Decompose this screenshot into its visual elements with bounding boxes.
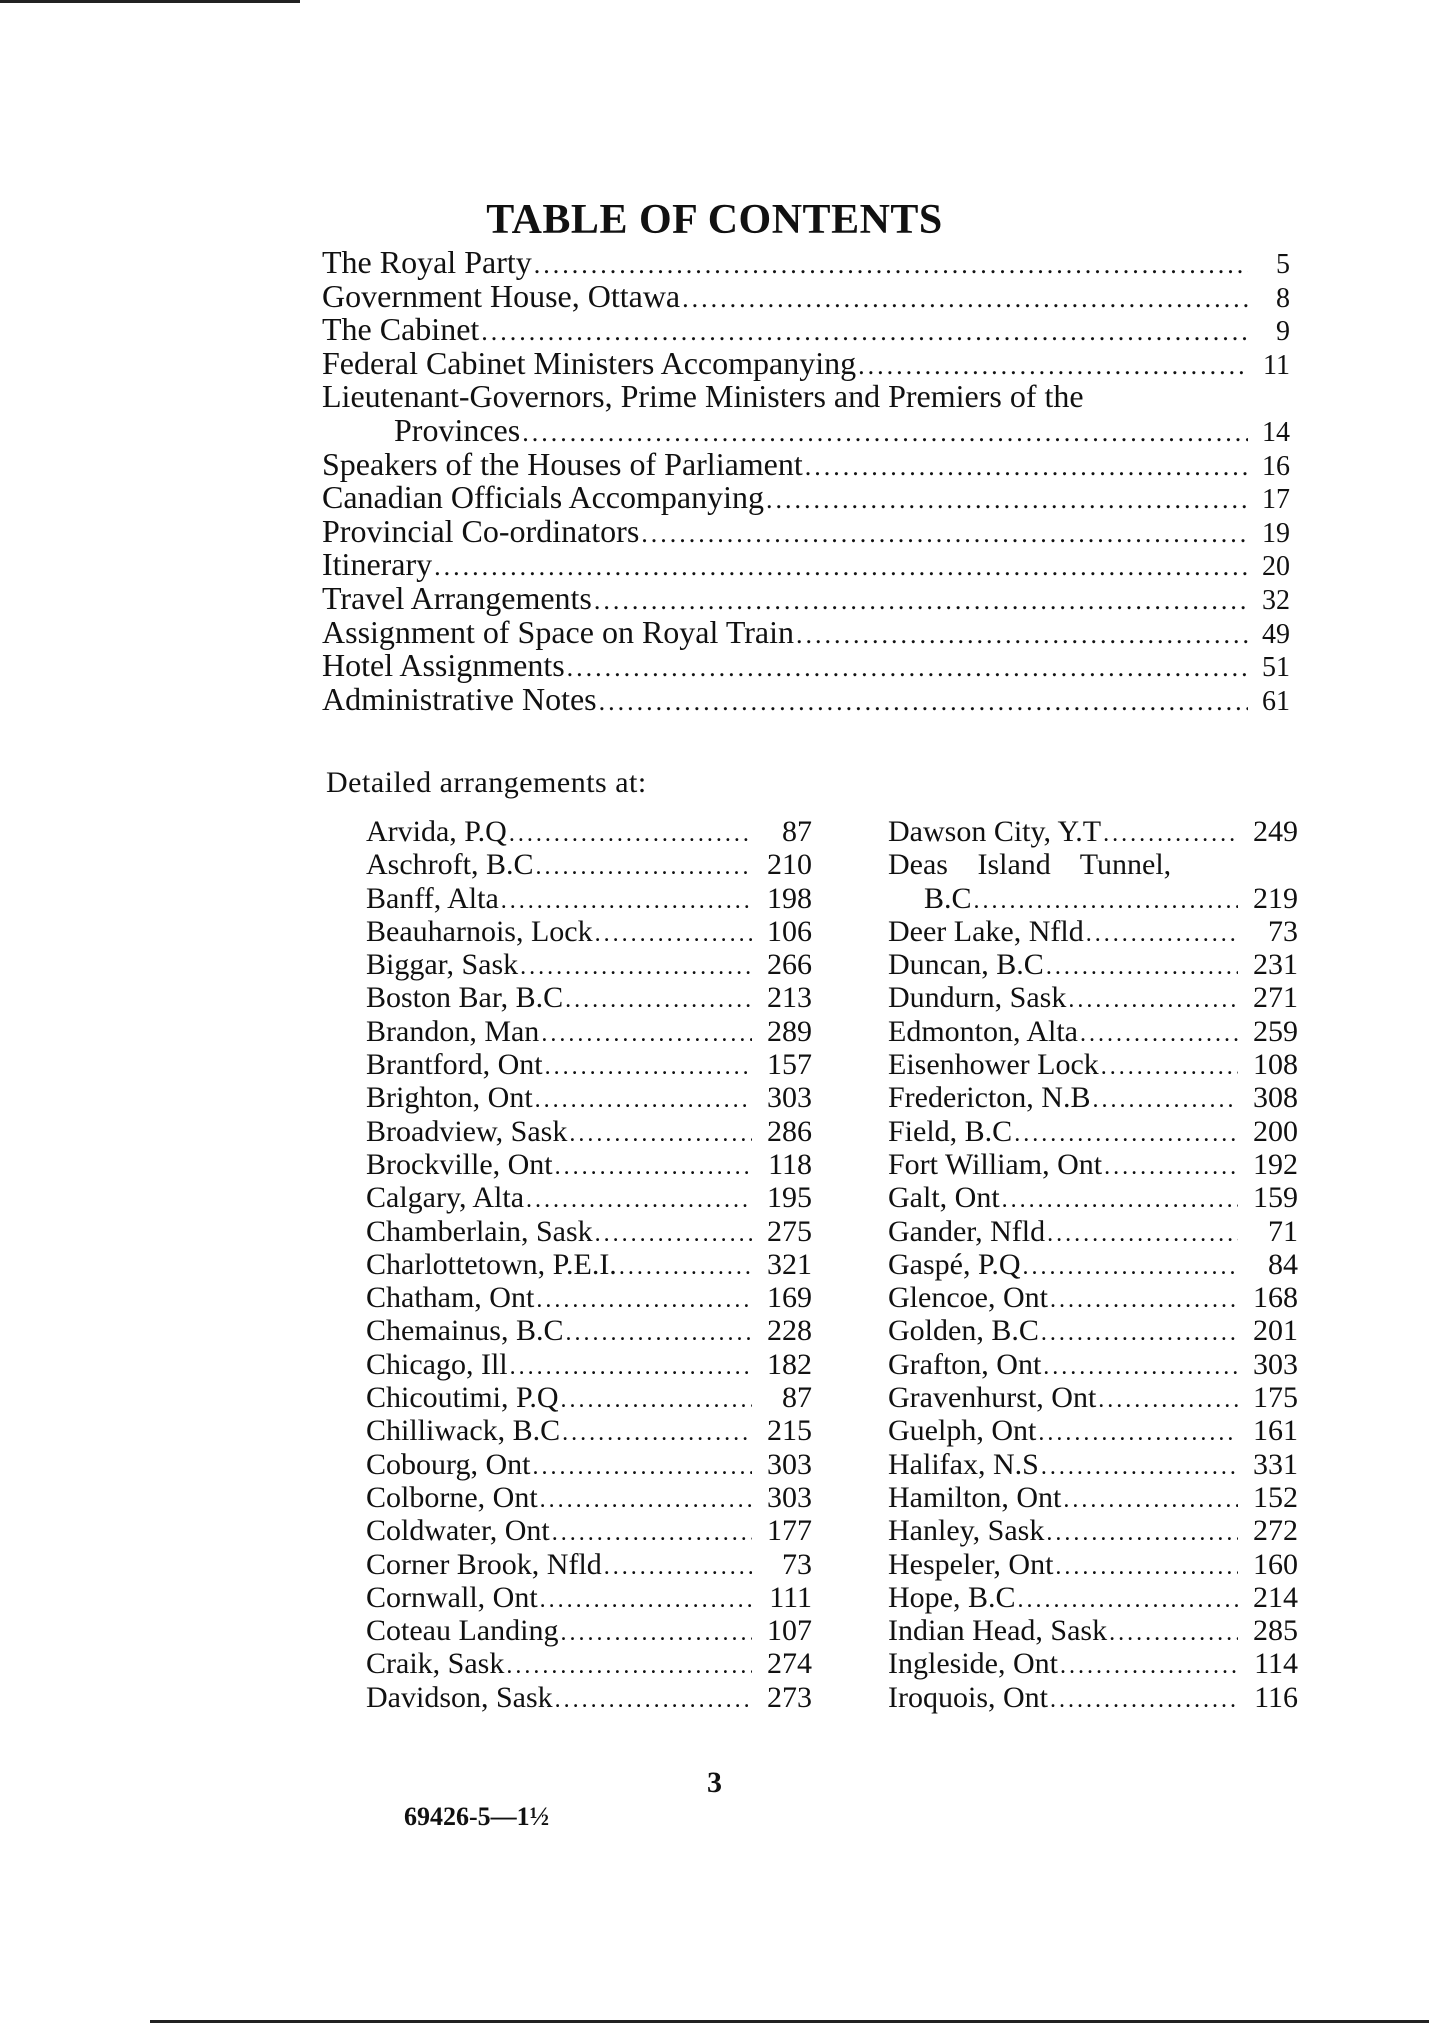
toc-entry <box>322 344 1290 381</box>
place-entry <box>888 1081 1298 1114</box>
entry-label: Deas Island Tunnel, <box>888 848 1172 882</box>
entry-label: Golden, B.C <box>888 1314 1039 1348</box>
toc-entry <box>322 277 1290 314</box>
toc-entry <box>322 579 1290 616</box>
dot-leader <box>545 1051 752 1084</box>
entry-page: 114 <box>1254 1647 1298 1681</box>
place-entry <box>888 1048 1298 1081</box>
dot-leader <box>1103 818 1238 851</box>
entry-page: 11 <box>1263 349 1290 381</box>
dot-leader <box>595 1218 752 1251</box>
entry-page: 198 <box>767 881 812 915</box>
entry-label: Lieutenant-Governors, Prime Ministers and Premiers of the <box>322 378 1084 415</box>
entry-label: Chemainus, B.C <box>366 1314 564 1348</box>
toc-entry <box>322 548 1290 582</box>
dot-leader <box>509 818 752 851</box>
entry-page: 259 <box>1253 1014 1298 1048</box>
dot-leader <box>1046 951 1238 984</box>
place-entry <box>366 1181 812 1214</box>
entry-page: 214 <box>1253 1580 1298 1614</box>
dot-leader <box>641 517 1248 551</box>
dot-leader <box>552 1517 752 1550</box>
entry-page: 274 <box>767 1647 812 1681</box>
place-entry <box>366 981 812 1014</box>
entry-label: Indian Head, Sask <box>888 1614 1108 1648</box>
entry-label: Boston Bar, B.C <box>366 981 564 1015</box>
entry-label: Gravenhurst, Ont <box>888 1381 1097 1415</box>
entry-label: Chicago, Ill <box>366 1347 508 1381</box>
dot-leader <box>1098 1384 1238 1417</box>
dot-leader <box>766 483 1248 517</box>
toc-entry <box>322 481 1290 515</box>
dot-leader <box>1002 1184 1238 1217</box>
place-entry <box>888 1314 1298 1347</box>
dot-leader <box>1080 1018 1238 1051</box>
entry-page: 275 <box>767 1214 812 1248</box>
dot-leader <box>536 851 753 884</box>
entry-label: Dundurn, Sask <box>888 981 1067 1015</box>
place-entry <box>888 1281 1298 1314</box>
entry-label: Edmonton, Alta <box>888 1014 1078 1048</box>
dot-leader <box>1104 1151 1238 1184</box>
entry-page: 303 <box>1253 1347 1298 1381</box>
entry-label: Galt, Ont <box>888 1181 1000 1215</box>
place-entry <box>366 1481 812 1514</box>
dot-leader <box>520 951 752 984</box>
dot-leader <box>1086 918 1238 951</box>
entry-page: 231 <box>1253 948 1298 982</box>
entry-continuation <box>322 411 1290 448</box>
dot-leader <box>1047 1218 1238 1251</box>
entry-label: Corner Brook, Nfld <box>366 1547 602 1581</box>
entry-page: 108 <box>1253 1048 1298 1082</box>
entry-label: Government House, Ottawa <box>322 277 681 314</box>
toc-entry <box>322 512 1290 549</box>
place-entry <box>888 1148 1298 1181</box>
dot-leader <box>541 1018 752 1051</box>
toc-entry <box>322 445 1290 482</box>
entry-label: Banff, Alta <box>366 881 499 915</box>
entry-label: Cobourg, Ont <box>366 1447 531 1481</box>
entry-label: Halifax, N.S <box>888 1447 1039 1481</box>
place-entry <box>888 1348 1298 1381</box>
dot-leader <box>1046 1517 1238 1550</box>
dot-leader <box>560 1617 752 1650</box>
entry-label: Davidson, Sask <box>366 1680 553 1714</box>
entry-page: 249 <box>1253 815 1298 848</box>
dot-leader <box>1018 1584 1239 1617</box>
place-entry <box>366 915 812 948</box>
dot-leader <box>535 1084 752 1117</box>
entry-label: Hope, B.C <box>888 1580 1016 1614</box>
dot-leader <box>1060 1650 1238 1683</box>
entry-label: Eisenhower Lock <box>888 1048 1099 1082</box>
entry-label: Aschroft, B.C <box>366 848 534 882</box>
dot-leader <box>1038 1417 1238 1450</box>
places-column-left <box>366 815 812 1714</box>
place-entry <box>888 1181 1298 1214</box>
entry-page: 219 <box>1253 881 1298 915</box>
dot-leader <box>534 248 1248 282</box>
entry-label: Craik, Sask <box>366 1647 505 1681</box>
dot-leader <box>510 1351 752 1384</box>
place-entry <box>888 948 1298 981</box>
entry-label: Calgary, Alta <box>366 1181 525 1215</box>
entry-label: Chamberlain, Sask <box>366 1214 593 1248</box>
place-entry <box>888 848 1298 915</box>
place-entry <box>888 1448 1298 1481</box>
dot-leader <box>522 416 1248 450</box>
entry-label: The Royal Party <box>322 244 532 280</box>
entry-page: 303 <box>767 1081 812 1115</box>
dot-leader <box>1050 1284 1238 1317</box>
dot-leader <box>796 618 1248 652</box>
dot-leader <box>594 584 1248 618</box>
entry-label: Administrative Notes <box>322 680 597 717</box>
places-column-right <box>888 815 1298 1714</box>
place-entry <box>366 1581 812 1614</box>
place-entry <box>888 1581 1298 1614</box>
entry-page: 215 <box>767 1414 812 1448</box>
dot-leader <box>1014 1118 1238 1151</box>
entry-label: Chilliwack, B.C <box>366 1414 561 1448</box>
entry-label: Brockville, Ont <box>366 1147 553 1181</box>
place-entry <box>366 1314 812 1347</box>
entry-label: Ingleside, Ont <box>888 1647 1058 1681</box>
entry-page: 177 <box>767 1514 812 1548</box>
entry-label: Hespeler, Ont <box>888 1547 1054 1581</box>
entry-page: 17 <box>1262 484 1290 516</box>
entry-label: Coteau Landing <box>366 1614 559 1648</box>
entry-page: 32 <box>1262 584 1290 616</box>
dot-leader <box>561 1384 752 1417</box>
entry-page: 157 <box>767 1048 812 1082</box>
entry-page: 321 <box>767 1247 812 1281</box>
dot-leader <box>565 984 752 1017</box>
entry-page: 182 <box>767 1347 812 1381</box>
place-entry <box>366 1614 812 1647</box>
entry-label: Chatham, Ont <box>366 1281 535 1315</box>
place-entry <box>366 1248 812 1281</box>
place-entry <box>366 1215 812 1248</box>
dot-leader <box>595 918 752 951</box>
entry-page: 308 <box>1253 1081 1298 1115</box>
entry-page: 286 <box>767 1114 812 1148</box>
entry-label: Arvida, P.Q <box>366 815 507 848</box>
entry-label: Deer Lake, Nfld <box>888 914 1084 948</box>
entry-label: Biggar, Sask <box>366 948 519 982</box>
entry-page: 160 <box>1253 1547 1298 1581</box>
dot-leader <box>1092 1084 1238 1117</box>
entry-page: 228 <box>767 1314 812 1348</box>
entry-label: Dawson City, Y.T <box>888 815 1102 848</box>
entry-page: 168 <box>1253 1281 1298 1315</box>
place-entry <box>888 1115 1298 1148</box>
dot-leader <box>1041 1317 1238 1350</box>
place-entry <box>366 882 812 915</box>
entry-page: 273 <box>767 1680 812 1714</box>
entry-label: Hotel Assignments <box>322 647 565 684</box>
place-entry <box>888 1681 1298 1714</box>
entry-page: 192 <box>1253 1147 1298 1181</box>
dot-leader <box>540 1584 752 1617</box>
entry-label: Itinerary <box>322 546 433 583</box>
place-entry <box>888 1481 1298 1514</box>
entry-page: 175 <box>1253 1381 1298 1415</box>
entry-label: Fredericton, N.B <box>888 1081 1091 1115</box>
entry-label: Hamilton, Ont <box>888 1480 1062 1514</box>
entry-label: Colborne, Ont <box>366 1480 538 1514</box>
entry-label: Glencoe, Ont <box>888 1281 1048 1315</box>
entry-page: 73 <box>1268 914 1298 948</box>
scan-edge-rule-top <box>0 0 300 3</box>
dot-leader <box>619 1251 752 1284</box>
dot-leader <box>555 1151 752 1184</box>
place-entry <box>366 1414 812 1447</box>
place-entry <box>366 1381 812 1414</box>
place-entry <box>888 1248 1298 1281</box>
place-entry <box>366 1348 812 1381</box>
dot-leader <box>805 450 1248 484</box>
entry-page: 285 <box>1253 1614 1298 1648</box>
place-entry <box>888 915 1298 948</box>
print-code: 69426-5—1½ <box>404 1802 550 1831</box>
entry-page: 210 <box>767 848 812 882</box>
entry-page: 20 <box>1262 551 1290 583</box>
entry-page: 16 <box>1262 450 1290 482</box>
entry-label: Beauharnois, Lock <box>366 914 593 948</box>
entry-page: 8 <box>1276 282 1290 314</box>
dot-leader <box>604 1551 752 1584</box>
entry-page: 331 <box>1253 1447 1298 1481</box>
toc-entry <box>322 613 1290 650</box>
place-entry <box>888 1548 1298 1581</box>
entry-label: Canadian Officials Accompanying <box>322 479 764 516</box>
place-entry <box>888 981 1298 1014</box>
toc-entry <box>322 246 1290 280</box>
entry-label: Federal Cabinet Ministers Accompanying <box>322 344 857 381</box>
place-entry <box>888 1647 1298 1680</box>
entry-label-continued: Provinces <box>394 411 521 448</box>
entry-label: Speakers of the Houses of Parliament <box>322 445 803 482</box>
detailed-arrangements-heading: Detailed arrangements at: <box>326 766 647 799</box>
entry-page: 73 <box>782 1547 812 1581</box>
place-entry <box>366 1514 812 1547</box>
entry-page: 71 <box>1268 1214 1298 1248</box>
entry-label: The Cabinet <box>322 311 480 348</box>
place-entry <box>366 815 812 848</box>
entry-label: Gaspé, P.Q <box>888 1247 1021 1281</box>
place-entry <box>888 1614 1298 1647</box>
dot-leader <box>1050 1684 1238 1717</box>
entry-label: Provincial Co-ordinators <box>322 512 640 549</box>
page-number: 3 <box>707 1766 722 1799</box>
dot-leader <box>501 885 752 918</box>
place-entry <box>366 1048 812 1081</box>
entry-page: 87 <box>782 815 812 848</box>
entry-label: Charlottetown, P.E.I. <box>366 1247 617 1281</box>
dot-leader <box>1043 1351 1238 1384</box>
dot-leader <box>1109 1617 1238 1650</box>
entry-page: 195 <box>767 1181 812 1215</box>
entry-page: 9 <box>1276 316 1290 348</box>
dot-leader <box>506 1650 752 1683</box>
entry-page: 87 <box>782 1381 812 1415</box>
entry-label: Coldwater, Ont <box>366 1514 550 1548</box>
entry-label: Travel Arrangements <box>322 579 592 616</box>
entry-page: 161 <box>1253 1414 1298 1448</box>
entry-page: 303 <box>767 1447 812 1481</box>
entry-page: 84 <box>1268 1247 1298 1281</box>
place-entry <box>366 1281 812 1314</box>
entry-label: Field, B.C <box>888 1114 1013 1148</box>
place-entry <box>888 815 1298 848</box>
dot-leader <box>974 885 1238 918</box>
entry-label: Duncan, B.C <box>888 948 1044 982</box>
entry-label: Hanley, Sask <box>888 1514 1045 1548</box>
place-entry <box>366 1548 812 1581</box>
dot-leader <box>1101 1051 1238 1084</box>
dot-leader <box>1041 1451 1238 1484</box>
dot-leader <box>1063 1484 1238 1517</box>
dot-leader <box>526 1184 752 1217</box>
place-entry <box>888 1381 1298 1414</box>
place-entry <box>888 1215 1298 1248</box>
place-entry <box>366 1115 812 1148</box>
main-contents-list <box>322 246 1290 716</box>
entry-page: 118 <box>768 1147 812 1181</box>
entry-page: 19 <box>1262 517 1290 549</box>
place-entry <box>366 948 812 981</box>
entry-label: Grafton, Ont <box>888 1347 1042 1381</box>
entry-continuation <box>888 882 1298 915</box>
entry-page: 201 <box>1253 1314 1298 1348</box>
entry-label-continued: B.C <box>924 881 972 915</box>
place-entry <box>366 848 812 881</box>
dot-leader <box>555 1684 752 1717</box>
place-entry <box>366 1448 812 1481</box>
entry-page: 107 <box>767 1614 812 1648</box>
dot-leader <box>1055 1551 1238 1584</box>
entry-label: Fort William, Ont <box>888 1147 1103 1181</box>
entry-page: 303 <box>767 1480 812 1514</box>
dot-leader <box>569 1118 752 1151</box>
entry-page: 213 <box>767 981 812 1015</box>
toc-entry <box>322 649 1290 683</box>
dot-leader <box>540 1484 752 1517</box>
dot-leader <box>567 651 1248 685</box>
toc-entry <box>322 680 1290 717</box>
entry-label: Broadview, Sask <box>366 1114 568 1148</box>
entry-label: Assignment of Space on Royal Train <box>322 613 794 650</box>
toc-entry <box>322 313 1290 347</box>
dot-leader <box>599 685 1248 719</box>
dot-leader <box>532 1451 752 1484</box>
toc-entry <box>322 380 1290 447</box>
place-entry <box>366 1148 812 1181</box>
entry-page: 272 <box>1253 1514 1298 1548</box>
dot-leader <box>1068 984 1238 1017</box>
place-entry <box>366 1647 812 1680</box>
entry-page: 152 <box>1253 1480 1298 1514</box>
entry-page: 14 <box>1262 416 1290 448</box>
dot-leader <box>481 315 1248 349</box>
entry-label: Cornwall, Ont <box>366 1580 538 1614</box>
dot-leader <box>1023 1251 1239 1284</box>
entry-page: 116 <box>1254 1680 1298 1714</box>
place-entry <box>366 1015 812 1048</box>
place-entry <box>888 1414 1298 1447</box>
entry-page: 106 <box>767 914 812 948</box>
entry-page: 61 <box>1262 685 1290 717</box>
entry-page: 159 <box>1253 1181 1298 1215</box>
dot-leader <box>566 1317 752 1350</box>
dot-leader <box>562 1417 752 1450</box>
entry-page: 49 <box>1262 618 1290 650</box>
place-entry <box>888 1514 1298 1547</box>
dot-leader <box>682 282 1248 316</box>
entry-label: Iroquois, Ont <box>888 1680 1048 1714</box>
entry-page: 5 <box>1276 249 1290 280</box>
entry-page: 200 <box>1253 1114 1298 1148</box>
entry-page: 169 <box>767 1281 812 1315</box>
dot-leader <box>434 550 1248 584</box>
entry-label: Guelph, Ont <box>888 1414 1037 1448</box>
entry-page: 266 <box>767 948 812 982</box>
entry-label: Brandon, Man <box>366 1014 540 1048</box>
place-entry <box>366 1081 812 1114</box>
dot-leader <box>858 349 1248 383</box>
dot-leader <box>536 1284 752 1317</box>
entry-label: Brantford, Ont <box>366 1048 543 1082</box>
entry-label: Chicoutimi, P.Q <box>366 1381 559 1415</box>
entry-page: 271 <box>1253 981 1298 1015</box>
place-entry <box>366 1681 812 1714</box>
place-entry <box>888 1015 1298 1048</box>
entry-label: Gander, Nfld <box>888 1214 1046 1248</box>
scan-edge-rule-bottom <box>150 2020 1429 2023</box>
entry-page: 289 <box>767 1014 812 1048</box>
entry-label: Brighton, Ont <box>366 1081 533 1115</box>
page-title: TABLE OF CONTENTS <box>486 197 943 244</box>
entry-page: 111 <box>769 1580 812 1614</box>
entry-page: 51 <box>1262 652 1290 684</box>
